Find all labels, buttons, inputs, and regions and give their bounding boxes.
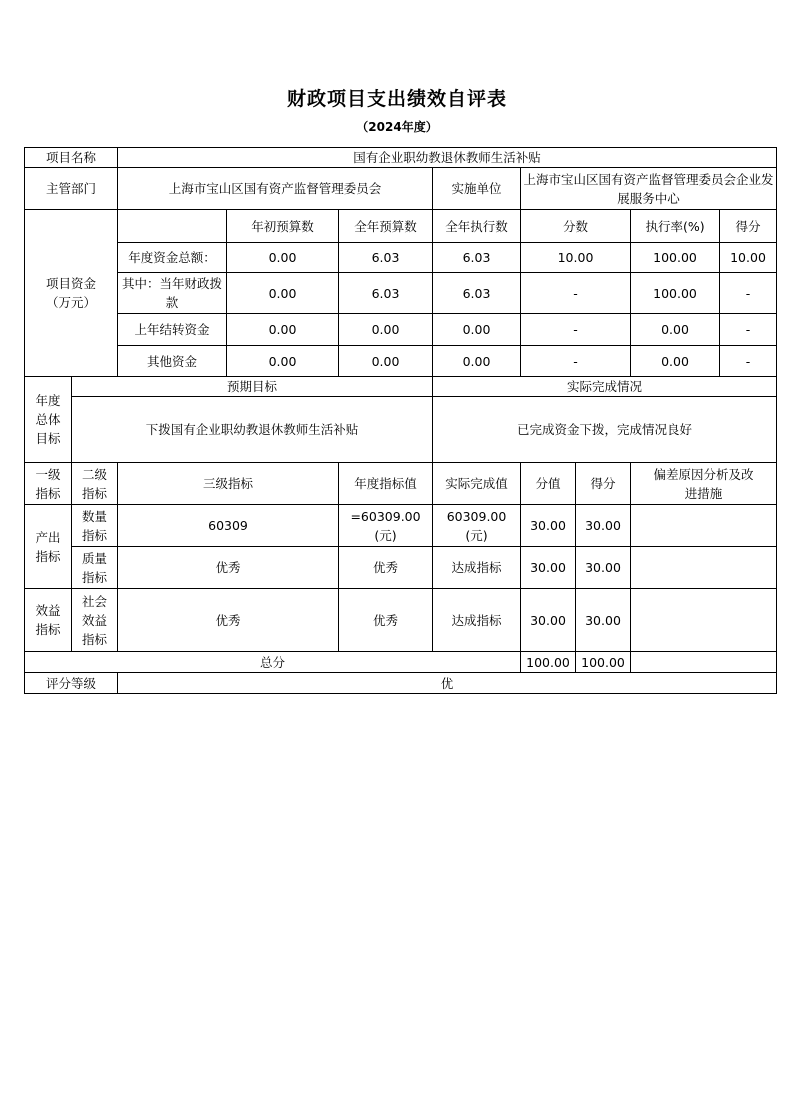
weight-value: 30.00 bbox=[521, 505, 576, 547]
actual-value: 达成指标 bbox=[433, 589, 521, 652]
level1-output bbox=[25, 505, 72, 589]
goals-section-label bbox=[25, 377, 72, 463]
header-annual-budget: 全年预算数 bbox=[339, 210, 433, 243]
total-label: 总分 bbox=[25, 652, 521, 673]
header-deviation bbox=[631, 463, 777, 505]
header-level1-text: 一级指标 bbox=[35, 466, 61, 501]
funds-executed-value: 0.00 bbox=[433, 346, 521, 377]
goals-header-row bbox=[25, 377, 777, 397]
funds-annual-value: 6.03 bbox=[339, 273, 433, 314]
funds-annual-value: 0.00 bbox=[339, 346, 433, 377]
funds-score-value: - bbox=[521, 314, 631, 346]
header-obtained-score: 得分 bbox=[720, 210, 777, 243]
level2-cell bbox=[72, 505, 118, 547]
actual-value: 达成指标 bbox=[433, 547, 521, 589]
total-row bbox=[25, 652, 777, 673]
actual-completion-text: 已完成资金下拨，完成情况良好 bbox=[433, 397, 777, 463]
funds-executed-value: 0.00 bbox=[433, 314, 521, 346]
target-value: 优秀 bbox=[339, 547, 433, 589]
funds-obtained-value: - bbox=[720, 314, 777, 346]
department-value: 上海市宝山区国有资产监督管理委员会 bbox=[118, 168, 433, 210]
funds-section-text: 项目资金（万元） bbox=[45, 276, 96, 310]
funds-section-label bbox=[25, 210, 118, 377]
goals-content-row bbox=[25, 397, 777, 463]
deviation-value bbox=[631, 589, 777, 652]
funds-score-value: - bbox=[521, 273, 631, 314]
funds-annual-value: 6.03 bbox=[339, 243, 433, 273]
funds-obtained-value: - bbox=[720, 273, 777, 314]
funds-score-value: - bbox=[521, 346, 631, 377]
score-value: 30.00 bbox=[576, 589, 631, 652]
funds-initial-value: 0.00 bbox=[227, 346, 339, 377]
total-score: 100.00 bbox=[576, 652, 631, 673]
rating-row bbox=[25, 673, 777, 694]
header-score: 分数 bbox=[521, 210, 631, 243]
level3-value: 60309 bbox=[118, 505, 339, 547]
score-value: 30.00 bbox=[576, 547, 631, 589]
project-name-label: 项目名称 bbox=[25, 148, 118, 168]
level3-value: 优秀 bbox=[118, 589, 339, 652]
implementer-value: 上海市宝山区国有资产监督管理委员会企业发展服务中心 bbox=[521, 168, 777, 210]
level2-cell bbox=[72, 589, 118, 652]
funds-rate-value: 100.00 bbox=[631, 273, 720, 314]
funds-initial-value: 0.00 bbox=[227, 243, 339, 273]
header-level2 bbox=[72, 463, 118, 505]
deviation-value bbox=[631, 547, 777, 589]
funds-row-label: 其他资金 bbox=[118, 346, 227, 377]
funds-executed-value: 6.03 bbox=[433, 243, 521, 273]
goals-section-text: 年度总体目标 bbox=[35, 393, 61, 446]
header-level1 bbox=[25, 463, 72, 505]
funds-row bbox=[25, 346, 777, 377]
funds-row-label: 上年结转资金 bbox=[118, 314, 227, 346]
level2-cell bbox=[72, 547, 118, 589]
funds-score-value: 10.00 bbox=[521, 243, 631, 273]
indicator-row bbox=[25, 547, 777, 589]
funds-row-label: 年度资金总额： bbox=[118, 243, 227, 273]
total-weight: 100.00 bbox=[521, 652, 576, 673]
header-deviation-text: 偏差原因分析及改进措施 bbox=[653, 466, 754, 501]
funds-header-row bbox=[25, 210, 777, 243]
actual-value-text: 60309.00(元) bbox=[446, 508, 507, 543]
funds-row bbox=[25, 314, 777, 346]
funds-obtained-value: - bbox=[720, 346, 777, 377]
indicator-row bbox=[25, 589, 777, 652]
target-value bbox=[339, 505, 433, 547]
expected-goal-label: 预期目标 bbox=[72, 377, 433, 397]
funds-obtained-value: 10.00 bbox=[720, 243, 777, 273]
level3-value: 优秀 bbox=[118, 547, 339, 589]
weight-value: 30.00 bbox=[521, 589, 576, 652]
funds-executed-value: 6.03 bbox=[433, 273, 521, 314]
funds-initial-value: 0.00 bbox=[227, 314, 339, 346]
deviation-value bbox=[631, 505, 777, 547]
funds-initial-value: 0.00 bbox=[227, 273, 339, 314]
total-deviation-blank bbox=[631, 652, 777, 673]
project-name-value: 国有企业职幼教退休教师生活补贴 bbox=[118, 148, 777, 168]
indicator-header-row bbox=[25, 463, 777, 505]
header-level2-text: 二级指标 bbox=[81, 466, 107, 501]
department-row bbox=[25, 168, 777, 210]
report-year: （2024年度） bbox=[356, 120, 438, 134]
header-score: 得分 bbox=[576, 463, 631, 505]
funds-row bbox=[25, 243, 777, 273]
header-execution-rate: 执行率(%) bbox=[631, 210, 720, 243]
expected-goal-text: 下拨国有企业职幼教退休教师生活补贴 bbox=[72, 397, 433, 463]
weight-value: 30.00 bbox=[521, 547, 576, 589]
level1-benefit-text: 效益指标 bbox=[35, 603, 61, 637]
level1-benefit bbox=[25, 589, 72, 652]
header-level3: 三级指标 bbox=[118, 463, 339, 505]
header-target-value: 年度指标值 bbox=[339, 463, 433, 505]
project-name-row bbox=[25, 148, 777, 168]
header-annual-executed: 全年执行数 bbox=[433, 210, 521, 243]
self-evaluation-table bbox=[24, 147, 777, 694]
page-title: 财政项目支出绩效自评表 bbox=[286, 88, 507, 110]
funds-rate-value: 0.00 bbox=[631, 314, 720, 346]
funds-row-label: 其中：当年财政拨款 bbox=[118, 273, 227, 314]
level2-text: 社会效益指标 bbox=[81, 593, 107, 647]
implementer-label: 实施单位 bbox=[433, 168, 521, 210]
rating-value: 优 bbox=[118, 673, 777, 694]
actual-completion-label: 实际完成情况 bbox=[433, 377, 777, 397]
level1-output-text: 产出指标 bbox=[35, 529, 61, 564]
funds-annual-value: 0.00 bbox=[339, 314, 433, 346]
indicator-row bbox=[25, 505, 777, 547]
rating-label: 评分等级 bbox=[25, 673, 118, 694]
funds-rate-value: 0.00 bbox=[631, 346, 720, 377]
header-weight: 分值 bbox=[521, 463, 576, 505]
level2-text: 质量指标 bbox=[81, 550, 107, 585]
funds-header-blank bbox=[118, 210, 227, 243]
header-actual-value: 实际完成值 bbox=[433, 463, 521, 505]
department-label: 主管部门 bbox=[25, 168, 118, 210]
funds-rate-value: 100.00 bbox=[631, 243, 720, 273]
score-value: 30.00 bbox=[576, 505, 631, 547]
level2-text: 数量指标 bbox=[81, 508, 107, 543]
actual-value bbox=[433, 505, 521, 547]
header-initial-budget: 年初预算数 bbox=[227, 210, 339, 243]
target-value: 优秀 bbox=[339, 589, 433, 652]
target-value-text: =60309.00(元) bbox=[350, 508, 421, 543]
funds-row bbox=[25, 273, 777, 314]
